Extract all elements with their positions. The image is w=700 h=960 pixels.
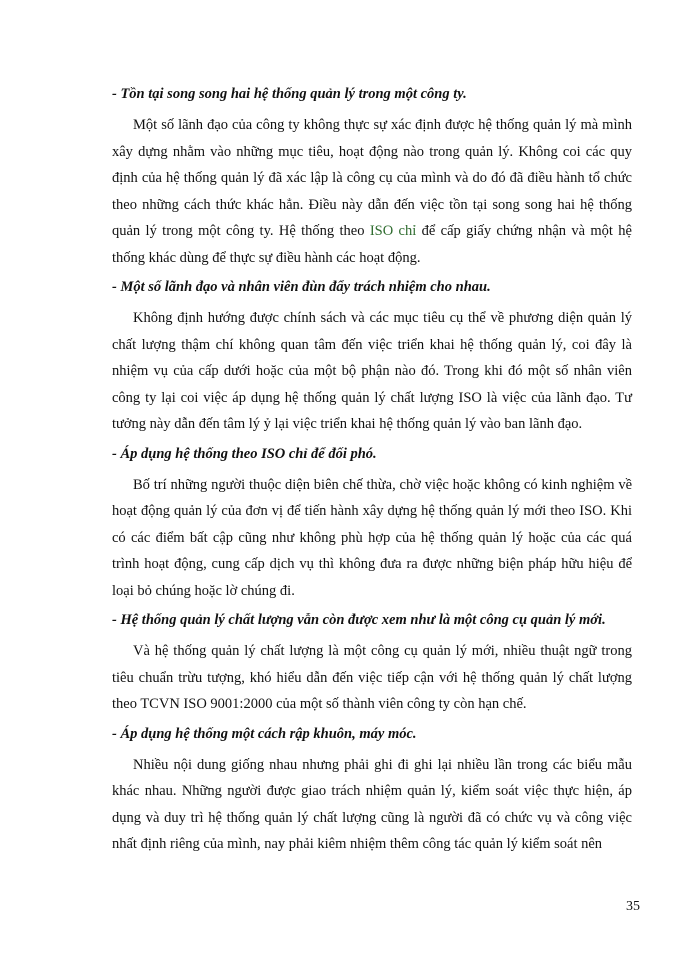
- section-heading-new-tool: - Hệ thống quản lý chất lượng vẫn còn được xem như là một công cụ quản lý mới.: [112, 612, 606, 628]
- section-heading-iso-for-show: - Áp dụng hệ thống theo ISO chỉ để đối phó.: [112, 445, 377, 462]
- section-paragraph-shifting-responsibility: Không định hướng được chính sách và các mục tiêu cụ thể về phương diện quản lý chất lượng thậm chí không quan tâm đến việc triển khai hệ thống quản lý, coi đây là nhiệm vụ của cấp dưới hoặc của một bộ phận nào đó. Trong khi đó một số nhân viên công ty lại coi việc áp dụng hệ thống quản lý chất lượng ISO là việc của lãnh đạo. Tư tưởng này dẫn đến tâm lý ỷ lại việc triển khai hệ thống quản lý vào ban lãnh đạo.: [112, 310, 632, 432]
- paragraph-text: Một số lãnh đạo của công ty không thực sự xác định được hệ thống quản lý mà mình xây dựng nhằm vào những mục tiêu, hoạt động nào trong quản lý. Không coi các quy định của hệ thống quản lý đã xác lập là công cụ của mình và do đó đã điều hành tổ chức theo những cách thức khác hẳn. Điều này dẫn đến việc tồn tại song song hai hệ thống quản lý trong một công ty. Hệ thống theo: [112, 117, 632, 239]
- highlighted-text: ISO chỉ: [369, 223, 417, 239]
- section-heading-parallel-systems: - Tồn tại song song hai hệ thống quản lý trong một công ty.: [112, 86, 467, 102]
- section-paragraph-parallel-systems: [112, 112, 632, 271]
- section-heading-shifting-responsibility: - Một số lãnh đạo và nhân viên đùn đẩy trách nhiệm cho nhau.: [112, 279, 491, 295]
- section-paragraph-rigid-application: Nhiều nội dung giống nhau nhưng phải ghi đi ghi lại nhiều lần trong các biểu mẫu khác nhau. Những người được giao trách nhiệm quản lý, kiểm soát việc thực hiện, áp dụng và duy trì hệ thống quản lý chất lượng cũng là người đã có chức vụ và công việc nhất định riêng của mình, nay phải kiêm nhiệm thêm công tác quản lý kiểm soát nên: [112, 756, 632, 852]
- paragraph-text: để cấp giấy chứng nhận và một hệ thống khác dùng để thực sự điều hành các hoạt động.: [112, 223, 632, 266]
- page-content: [112, 84, 632, 864]
- section-paragraph-new-tool: Và hệ thống quản lý chất lượng là một công cụ quản lý mới, nhiều thuật ngữ trong tiêu chuẩn trừu tượng, khó hiểu dẫn đến việc tiếp cận với hệ thống quản lý chất lượng theo TCVN ISO 9001:2000 của một số thành viên công ty còn hạn chế.: [112, 643, 632, 712]
- section-heading-rigid-application: - Áp dụng hệ thống một cách rập khuôn, máy móc.: [112, 725, 417, 742]
- section-paragraph-iso-for-show: Bố trí những người thuộc diện biên chế thừa, chờ việc hoặc không có kinh nghiệm về hoạt động quản lý của đơn vị để tiến hành xây dựng hệ thống quản lý mới theo ISO. Khi có các điểm bất cập cũng như không phù hợp của hệ thống quản lý hoặc của các quá trình hoạt động, cung cấp dịch vụ thì không đưa ra được những biện pháp hữu hiệu để loại bỏ chúng hoặc lờ chúng đi.: [112, 476, 632, 599]
- page-number: 35: [626, 899, 640, 914]
